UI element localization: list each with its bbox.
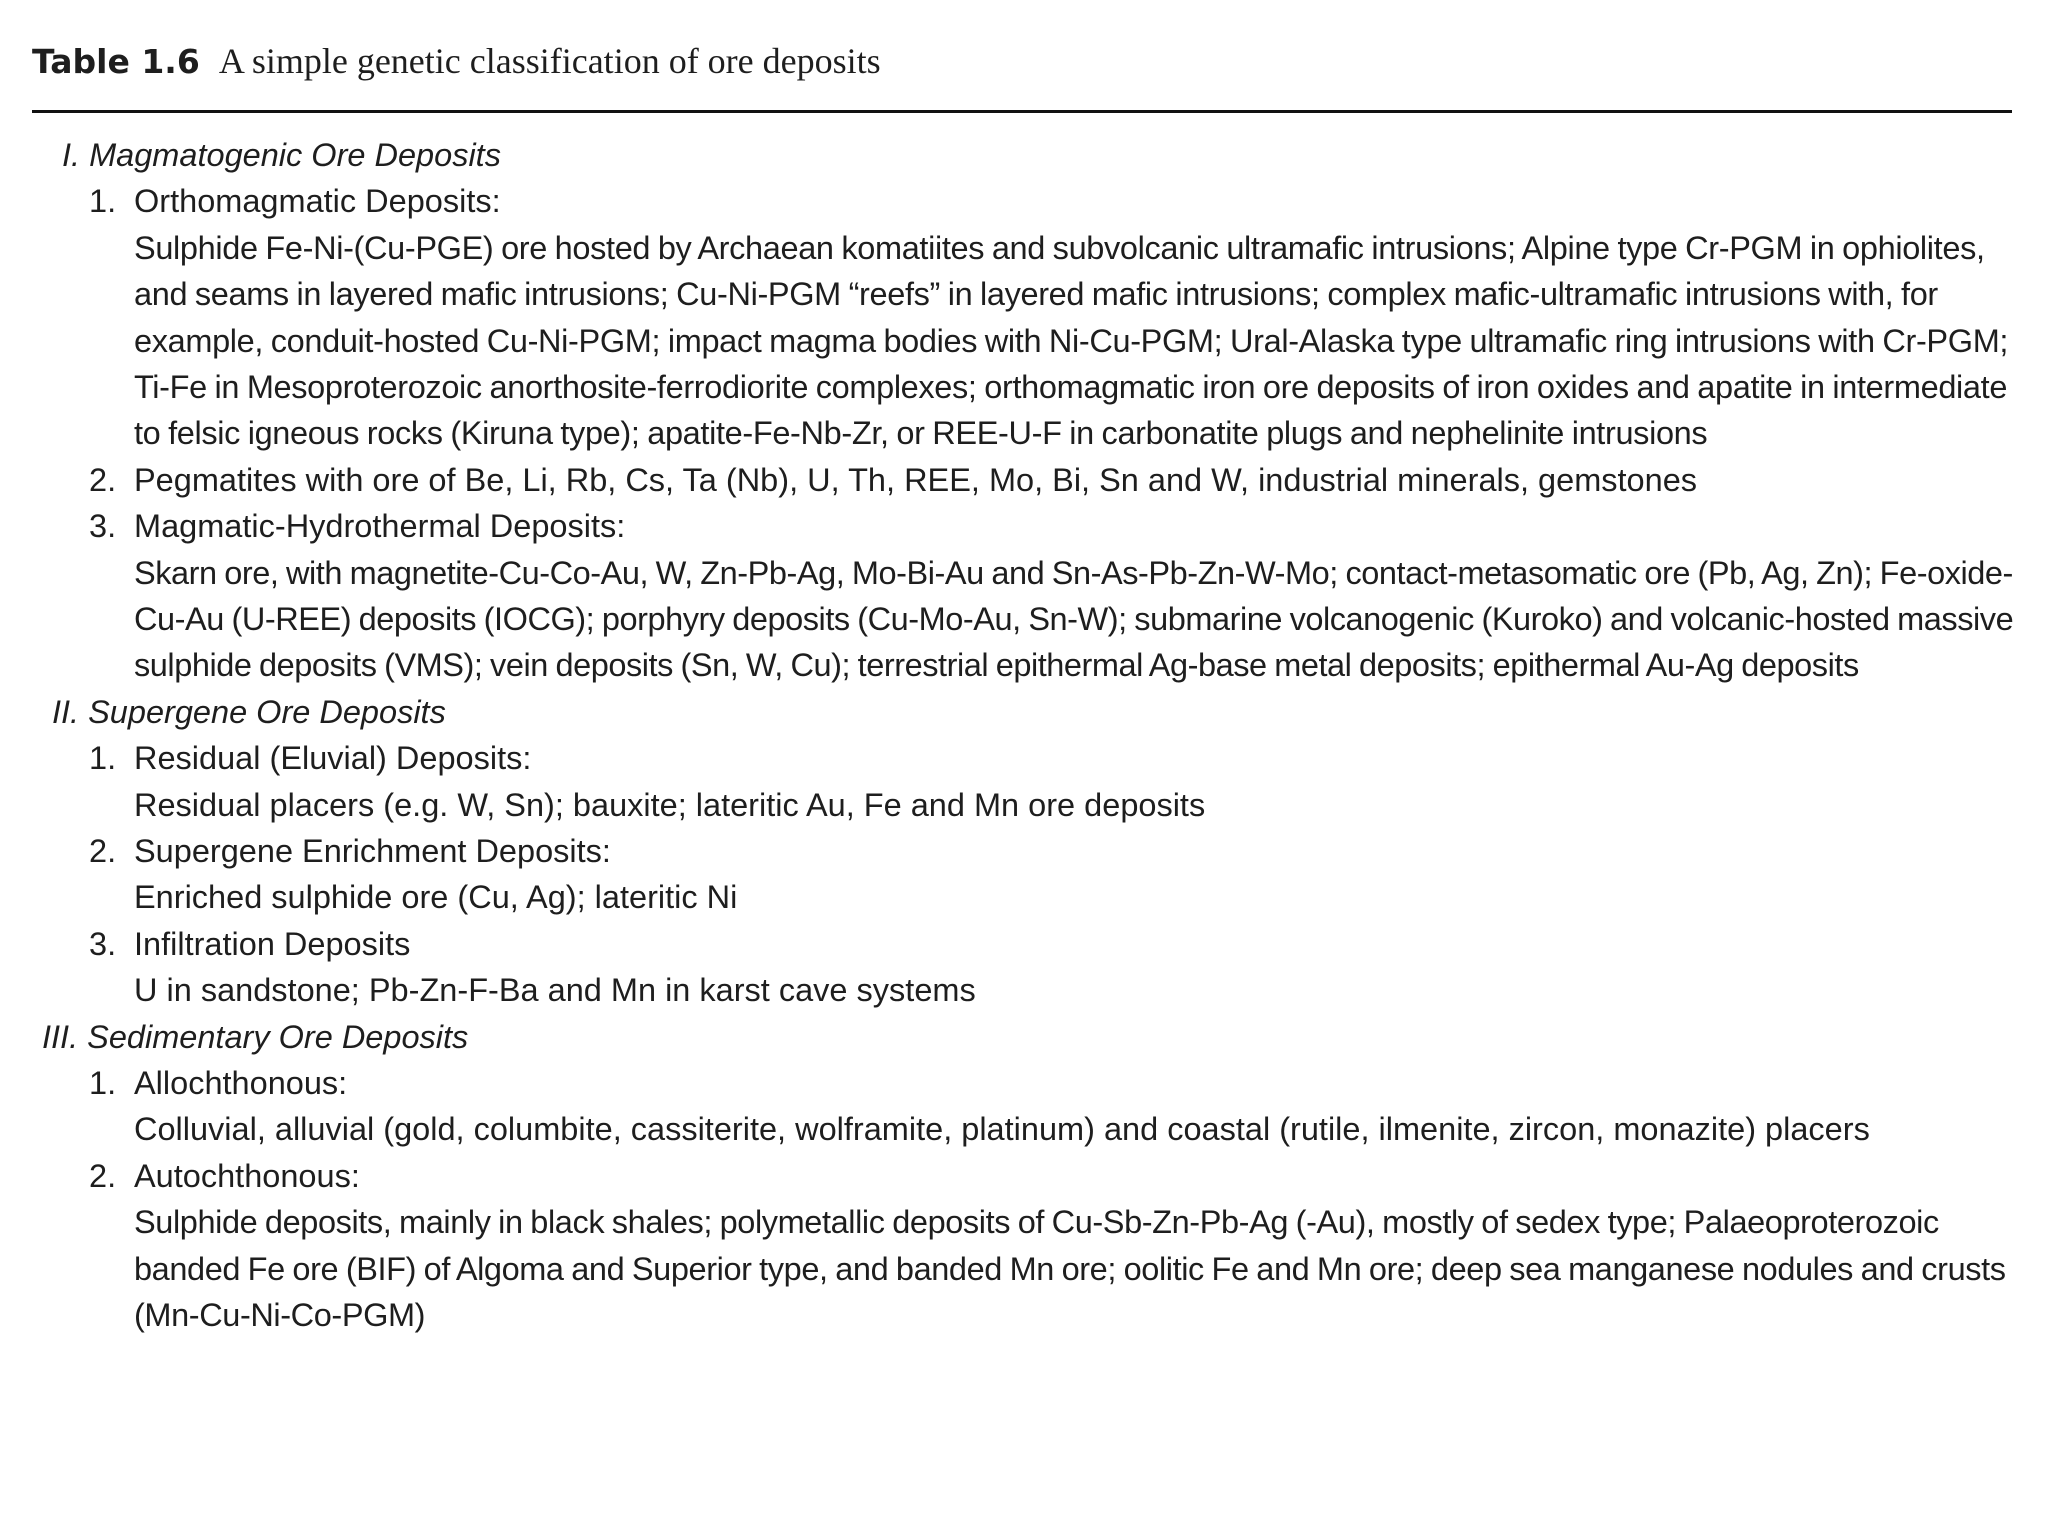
section-heading: II. Supergene Ore Deposits (52, 693, 446, 730)
item-description: Sulphide Fe-Ni-(Cu-PGE) ore hosted by Archaean komatiites and subvolcanic ultramafic intrusions; Alpine type Cr-PGM in ophiolites, and seams in layered mafic intrusions; Cu-Ni-PGM “reefs” in layered mafic intrusions; complex mafic-ultramafic intrusions with, for example, conduit-hosted Cu-Ni-PGM; impact magma bodies with Ni-Cu-PGM; Ural-Alaska type ultramafic ring intrusions with Cr-PGM; Ti-Fe in Mesoproterozoic anorthosite-ferrodiorite complexes; orthomagmatic iron ore deposits of iron oxides and apatite in intermediate to felsic igneous rocks (Kiruna type); apatite-Fe-Nb-Zr, or REE-U-F in carbonatite plugs and nephelinite intrusions (134, 229, 2009, 452)
item-title: Autochthonous: (134, 1157, 360, 1194)
item-title: Allochthonous: (134, 1064, 348, 1101)
classification-list (32, 132, 2012, 1338)
item-title: Pegmatites with ore of Be, Li, Rb, Cs, Ta (Nb), U, Th, REE, Mo, Bi, Sn and W, industrial minerals, gemstones (134, 461, 1698, 498)
item-description: Sulphide deposits, mainly in black shales; polymetallic deposits of Cu-Sb-Zn-Pb-Ag (-Au), mostly of sedex type; Palaeoproterozoic banded Fe ore (BIF) of Algoma and Superior type, and banded Mn ore; oolitic Fe and Mn ore; deep sea manganese nodules and crusts (Mn-Cu-Ni-Co-PGM) (134, 1204, 2006, 1333)
section-magmatogenic (32, 132, 2012, 689)
table-caption (32, 40, 881, 82)
item-description: Enriched sulphide ore (Cu, Ag); lateritic Ni (134, 879, 738, 916)
item-number: 3. (89, 925, 117, 962)
item-heading (32, 503, 2012, 549)
list-item (32, 457, 2012, 503)
section-sedimentary (32, 1014, 2012, 1339)
item-number: 2. (89, 833, 117, 869)
list-item (32, 1060, 2012, 1153)
item-title: Supergene Enrichment Deposits: (134, 833, 611, 869)
item-heading (32, 178, 2012, 224)
list-item (32, 735, 2012, 828)
list-item (32, 503, 2012, 689)
item-description: Skarn ore, with magnetite-Cu-Co-Au, W, Zn-Pb-Ag, Mo-Bi-Au and Sn-As-Pb-Zn-W-Mo; contact-metasomatic ore (Pb, Ag, Zn); Fe-oxide-Cu-Au (U-REE) deposits (IOCG); porphyry deposits (Cu-Mo-Au, Sn-W); submarine volcanogenic (Kuroko) and volcanic-hosted massive sulphide deposits (VMS); vein deposits (Sn, W, Cu); terrestrial epithermal Ag-base metal deposits; epithermal Au-Ag deposits (134, 554, 2014, 684)
item-heading (32, 1060, 2012, 1106)
list-item (32, 178, 2012, 456)
item-heading (32, 921, 2012, 967)
item-number: 1. (89, 1064, 117, 1101)
section-supergene (32, 689, 2012, 1014)
item-description: Residual placers (e.g. W, Sn); bauxite; lateritic Au, Fe and Mn ore deposits (134, 786, 1206, 823)
item-description: U in sandstone; Pb-Zn-F-Ba and Mn in karst cave systems (134, 972, 976, 1009)
item-heading (32, 828, 2012, 874)
item-heading (32, 1153, 2012, 1199)
item-number: 2. (89, 461, 117, 498)
item-number: 1. (89, 183, 117, 220)
item-title: Infiltration Deposits (134, 925, 411, 962)
list-item (32, 828, 2012, 921)
item-number: 3. (89, 508, 117, 545)
item-heading (32, 457, 2012, 503)
item-description: Colluvial, alluvial (gold, columbite, cassiterite, wolframite, platinum) and coastal (rutile, ilmenite, zircon, monazite) placers (134, 1111, 1870, 1148)
item-heading (32, 735, 2012, 781)
caption-rule (32, 110, 2012, 113)
item-number: 1. (89, 740, 117, 777)
item-title: Residual (Eluvial) Deposits: (134, 740, 532, 777)
list-item (32, 921, 2012, 1014)
item-title: Orthomagmatic Deposits: (134, 183, 501, 220)
item-title: Magmatic-Hydrothermal Deposits: (134, 508, 626, 545)
section-heading: III. Sedimentary Ore Deposits (42, 1018, 469, 1055)
section-heading: I. Magmatogenic Ore Deposits (62, 137, 501, 173)
table-title: A simple genetic classification of ore deposits (218, 41, 881, 81)
item-number: 2. (89, 1157, 117, 1194)
table-number: Table 1.6 (32, 42, 200, 81)
list-item (32, 1153, 2012, 1339)
